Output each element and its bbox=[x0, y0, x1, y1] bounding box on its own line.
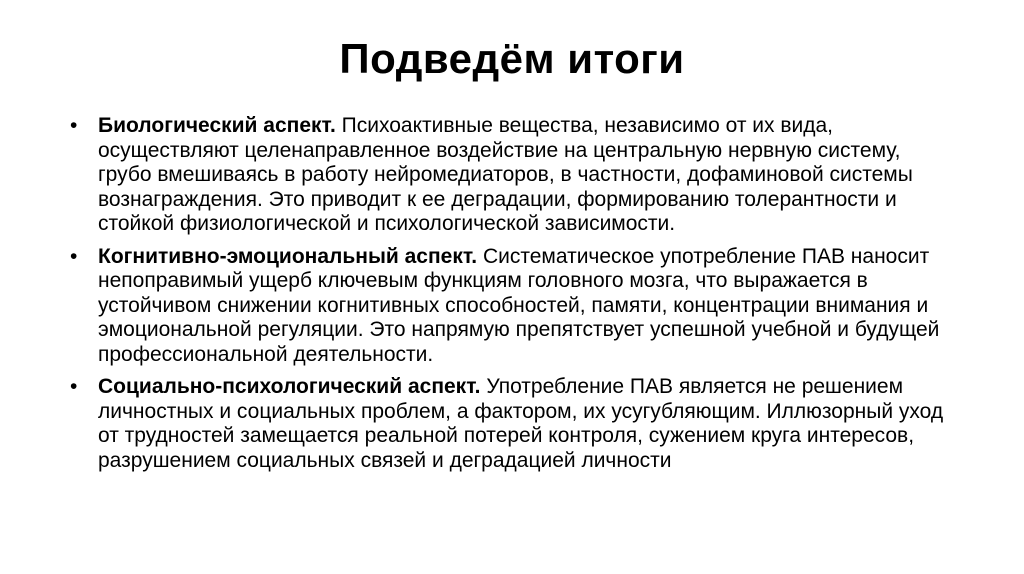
bullet-heading: Социально-психологический аспект. bbox=[98, 375, 481, 398]
bullet-heading: Биологический аспект. bbox=[98, 114, 336, 137]
slide-title: Подведём итоги bbox=[339, 35, 685, 82]
bullet-dot-icon: • bbox=[70, 114, 78, 137]
bullet-item-cognitive-emotional bbox=[70, 245, 950, 368]
bullet-dot-icon: • bbox=[70, 244, 78, 268]
bullet-text: Психоактивные вещества, независимо от их вида, осуществляют целенаправленное воздействие на центральную нервную систему, грубо вмешиваясь в работу нейромедиаторов, в частности, дофаминовой системы вознаграждения. Это приводит к ее деградации, формированию толерантности и стойкой физиологической и психологической зависимости. bbox=[98, 114, 913, 235]
bullet-text: Систематическое употребление ПАВ наносит непоправимый ущерб ключевым функциям головного мозга, что выражается в устойчивом снижении когнитивных способностей, памяти, концентрации внимания и эмоциональной регуляции. Это напрямую препятствует успешной учебной и будущей профессиональной деятельности. bbox=[98, 244, 940, 366]
bullet-list bbox=[70, 114, 950, 481]
bullet-heading: Когнитивно-эмоциональный аспект. bbox=[98, 244, 478, 268]
bullet-dot-icon: • bbox=[70, 375, 78, 398]
bullet-item-social-psychological bbox=[70, 375, 950, 473]
bullet-text: Употребление ПАВ является не решением личностных и социальных проблем, а фактором, их усугубляющим. Иллюзорный уход от трудностей замещается реальной потерей контроля, сужением круга интересов, разрушением социальных связей и деградацией личности bbox=[98, 375, 944, 472]
bullet-item-biological bbox=[70, 114, 950, 237]
